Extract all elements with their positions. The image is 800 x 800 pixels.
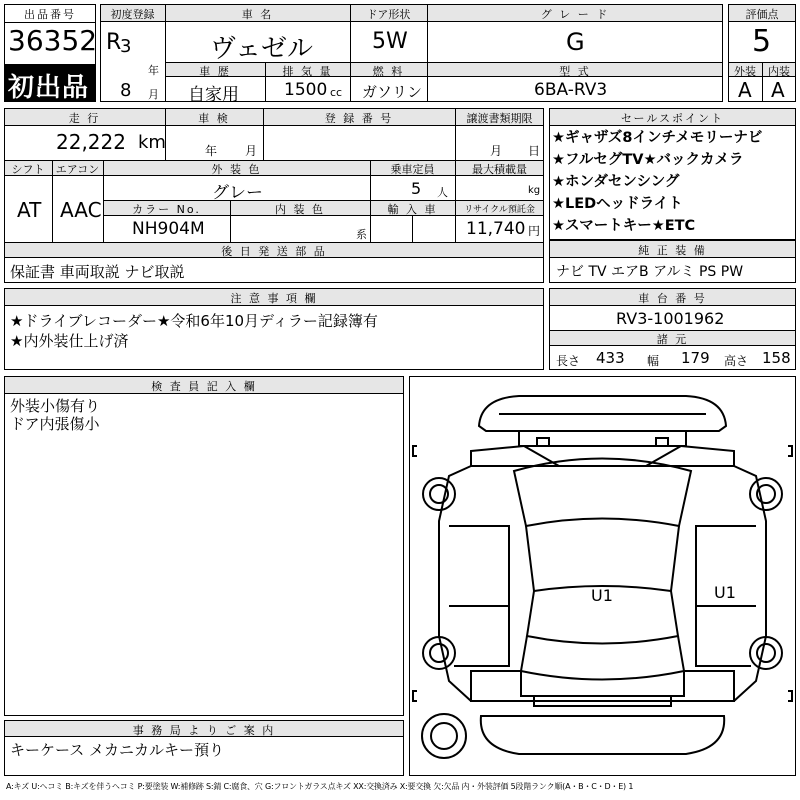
displacement-label: 排 気 量 [282,65,333,78]
model-label: 型 式 [559,65,591,78]
specs-label: 諸 元 [656,333,689,346]
note-line: ★内外装仕上げ済 [10,332,129,350]
chassis-number: RV3-1001962 [616,309,725,328]
intcolor-label: 内 装 色 [275,203,325,216]
sales-point: ★フルセグTV★バックカメラ [552,152,744,168]
ext-grade: A [738,78,752,102]
color: グレー [212,183,263,203]
chassis-label: 車 台 番 号 [638,292,707,305]
grade: G [566,28,585,56]
insp-month-unit: 月 [245,144,258,158]
lot-label: 出品番号 [24,8,76,21]
intcolor-unit: 系 [356,228,367,241]
sales-point: ★LEDヘッドライト [552,196,683,212]
int-grade: A [771,78,785,102]
model-code: 6BA-RV3 [534,80,608,100]
recycle-unit: 円 [528,224,541,238]
body-damage-mark: U1 [591,586,613,605]
int-label: 内装 [768,65,790,78]
inspection-label: 車 検 [198,112,230,125]
fuel: ガソリン [362,83,423,101]
era: R [106,30,122,55]
displacement-unit: cc [330,86,343,99]
notes-label: 注 意 事 項 欄 [230,292,318,305]
office-label: 事 務 局 よ り ご 案 内 [132,724,276,737]
sales-point: ★ホンダセンシング [552,174,680,190]
sales-point: ★スマートキー★ETC [552,218,696,234]
lot-number: 36352 [8,24,98,57]
width: 179 [681,349,710,367]
regno-label: 登 録 番 号 [324,112,394,125]
inspector-label: 検 査 員 記 入 欄 [151,380,257,393]
car-name: ヴェゼル [210,34,313,64]
car-name-label: 車 名 [241,8,274,21]
maxload-unit: kg [528,185,541,196]
sales-points-label: セールスポイント [620,112,724,125]
ac: AAC [60,198,102,222]
capacity-label: 乗車定員 [390,163,435,176]
fuel-label: 燃 料 [372,65,405,78]
new-listing-badge: 初出品 [8,73,90,103]
note-line: ★ドライブレコーダー★令和6年10月ディラー記録簿有 [10,312,378,330]
score: 5 [752,24,772,59]
width-label: 幅 [647,354,660,368]
equipment-label: 純 正 装 備 [638,244,707,257]
door-damage-mark: U1 [714,583,736,602]
history: 自家用 [188,85,239,105]
later-parts: 保証書 車両取説 ナビ取説 [10,263,185,281]
transfer-month-unit: 月 [490,144,503,158]
inspector-line: ドア内張傷小 [10,415,100,433]
insp-year-unit: 年 [205,144,218,158]
sales-points-list [552,127,796,237]
height-label: 高さ [724,354,749,368]
ac-label: エアコン [55,163,100,176]
office-note: キーケース メカニカルキー預り [10,741,225,759]
reg-year: 3 [120,36,132,57]
score-label: 評価点 [745,8,779,21]
capacity-unit: 人 [437,186,448,199]
sales-point: ★ギャザズ8インチメモリーナビ [552,130,763,146]
first-reg-label: 初度登録 [110,8,155,21]
colorno: NH904M [132,219,205,239]
shift-label: シフト [11,163,45,176]
color-label: 外 装 色 [211,163,262,176]
year-unit: 年 [148,64,159,77]
capacity: 5 [411,179,422,198]
door-label: ドア形状 [366,8,411,21]
length: 433 [596,349,625,367]
car-diagram [409,376,796,776]
maxload-label: 最大積載量 [472,163,527,176]
later-parts-label: 後 日 発 送 部 品 [221,245,327,258]
reg-month: 8 [120,80,132,101]
legend: A:キズ U:ヘコミ B:キズを伴うヘコミ P:要塗装 W:補修跡 S:錆 C:腐食、穴 G:フロントガラス点キズ XX:交換済み X:要交換 欠:欠品 内・外装評価 5段階ランク順(A・B・C・D・E) 1 [6,782,634,791]
inspector-line: 外装小傷有り [10,397,101,415]
mileage: 22,222 [56,130,126,154]
divider [4,22,96,23]
recycle-fee: 11,740 [466,219,526,239]
height: 158 [762,349,791,367]
transfer-day-unit: 日 [528,144,541,158]
displacement: 1500 [284,80,328,100]
transfer-label: 譲渡書類期限 [466,112,533,125]
door-type: 5W [372,29,408,54]
mileage-unit: km [138,132,166,153]
equipment: ナビ TV エアB アルミ PS PW [556,264,744,280]
recycle-label: リサイクル預託金 [464,205,535,215]
shift: AT [17,198,42,222]
import-label: 輸 入 車 [387,203,438,216]
colorno-label: カラー No. [132,203,201,216]
length-label: 長さ [556,354,581,368]
ext-label: 外装 [734,65,756,78]
mileage-label: 走 行 [68,112,101,125]
grade-label: グ レ ー ド [540,8,610,21]
history-label: 車 歴 [199,65,231,78]
month-unit: 月 [148,88,159,101]
